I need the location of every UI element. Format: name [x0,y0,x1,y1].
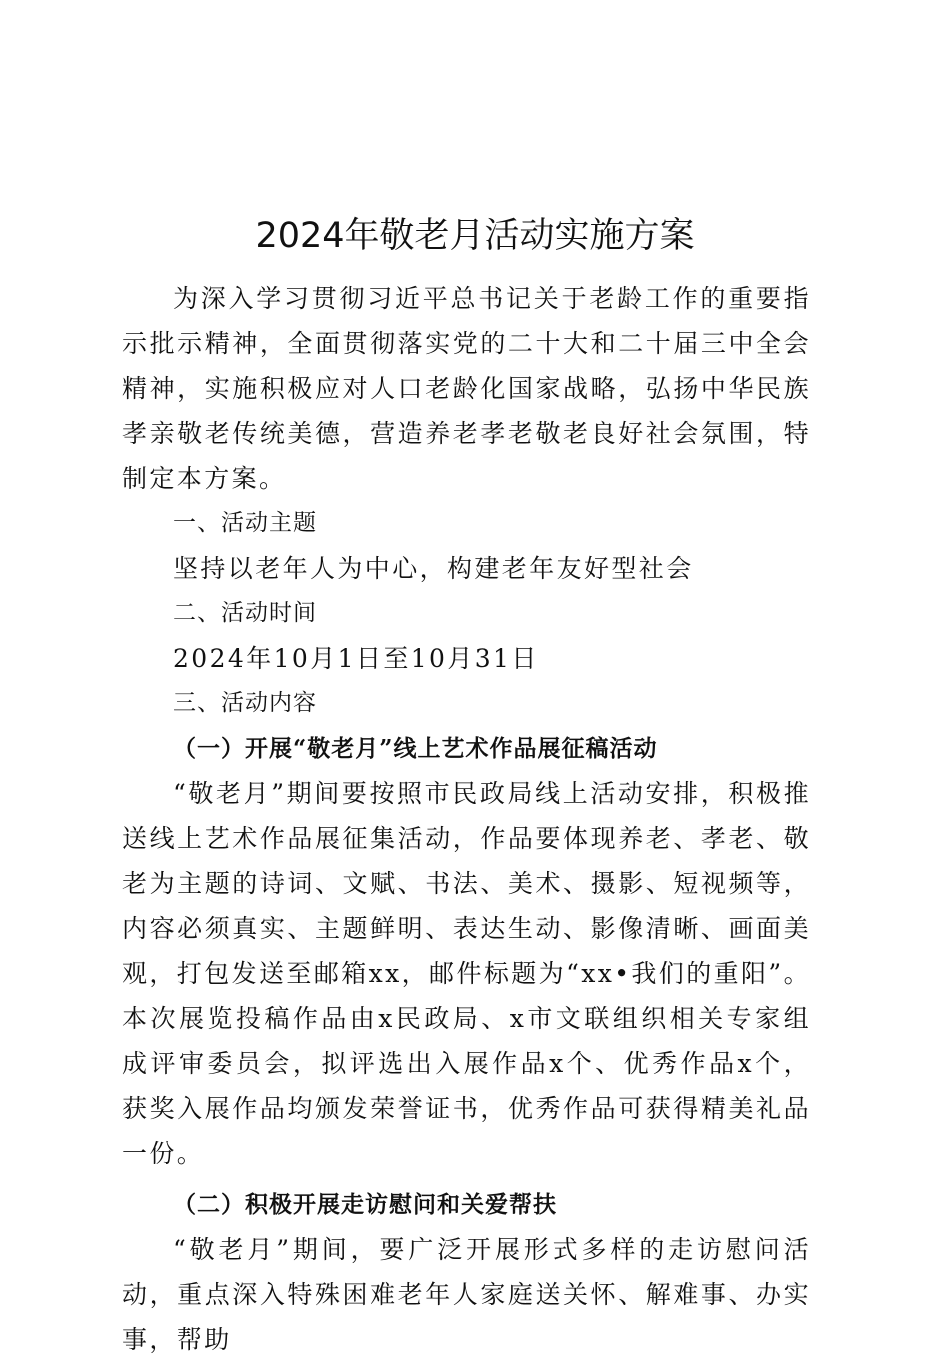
subsection-text-online-art: “敬老月”期间要按照市民政局线上活动安排，积极推送线上艺术作品展征集活动，作品要体现养老、孝老、敬老为主题的诗词、文赋、书法、美术、摄影、短视频等，内容必须真实、主题鲜明、表达生动、影像清晰、画面美观，打包发送至邮箱xx，邮件标题为“xx•我们的重阳”。本次展览投稿作品由x民政局、x市文联组织相关专家组成评审委员会，拟评选出入展作品x个、优秀作品x个，获奖入展作品均颁发荣誉证书，优秀作品可获得精美礼品一份。 [122,779,811,1168]
subsection-heading-visits: （二）积极开展走访慰问和关爱帮扶 [173,1191,557,1218]
subsection-heading-online-art: （一）开展“敬老月”线上艺术作品展征稿活动 [173,735,658,762]
subsection-text-visits: “敬老月”期间，要广泛开展形式多样的走访慰问活动，重点深入特殊困难老年人家庭送关怀、解难事、办实事，帮助 [122,1235,811,1354]
section-heading-theme: 一、活动主题 [173,510,317,536]
document-title: 2024年敬老月活动实施方案 [255,216,695,256]
intro-paragraph: 为深入学习贯彻习近平总书记关于老龄工作的重要指示批示精神，全面贯彻落实党的二十大和二十届三中全会精神，实施积极应对人口老龄化国家战略，弘扬中华民族孝亲敬老传统美德，营造养老孝老敬老良好社会氛围，特制定本方案。 [122,284,811,493]
document-body [122,276,811,1362]
section-heading-time: 二、活动时间 [173,600,317,626]
section-heading-content: 三、活动内容 [173,690,317,716]
section-text-theme: 坚持以老年人为中心，构建老年友好型社会 [173,554,694,583]
section-text-time: 2024年10月1日至10月31日 [173,644,539,673]
